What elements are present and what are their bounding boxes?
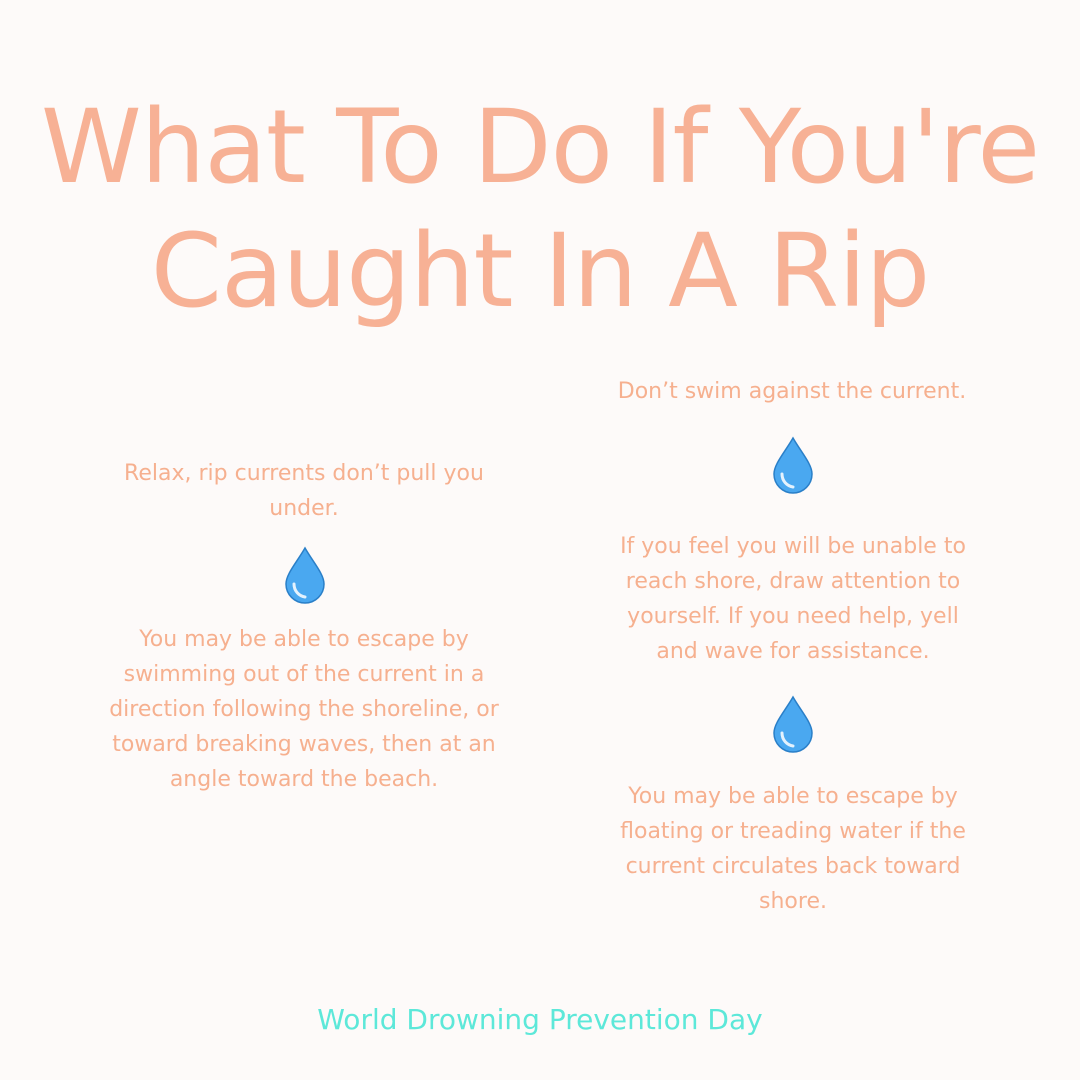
tip-escape-swimming: You may be able to escape by swimming out of the current in a direction following the shoreline, or toward breaking waves, then at an angle toward the beach. <box>109 627 499 792</box>
title-line-1: What To Do If You're <box>40 88 1040 207</box>
tip-escape-floating: You may be able to escape by floating or treading water if the current circulates back toward shore. <box>620 784 966 914</box>
tip-draw-attention: If you feel you will be unable to reach shore, draw attention to yourself. If you need help, yell and wave for assistance. <box>620 534 966 664</box>
footer-caption: World Drowning Prevention Day <box>317 1003 763 1036</box>
title-line-2: Caught In A Rip <box>150 212 930 331</box>
page-title <box>0 86 1080 334</box>
water-drop-icon <box>771 436 815 494</box>
tip-dont-swim-against: Don’t swim against the current. <box>617 379 967 404</box>
tip-relax: Relax, rip currents don’t pull you under. <box>124 461 484 521</box>
water-drop-icon <box>771 695 815 753</box>
water-drop-icon <box>283 546 327 604</box>
